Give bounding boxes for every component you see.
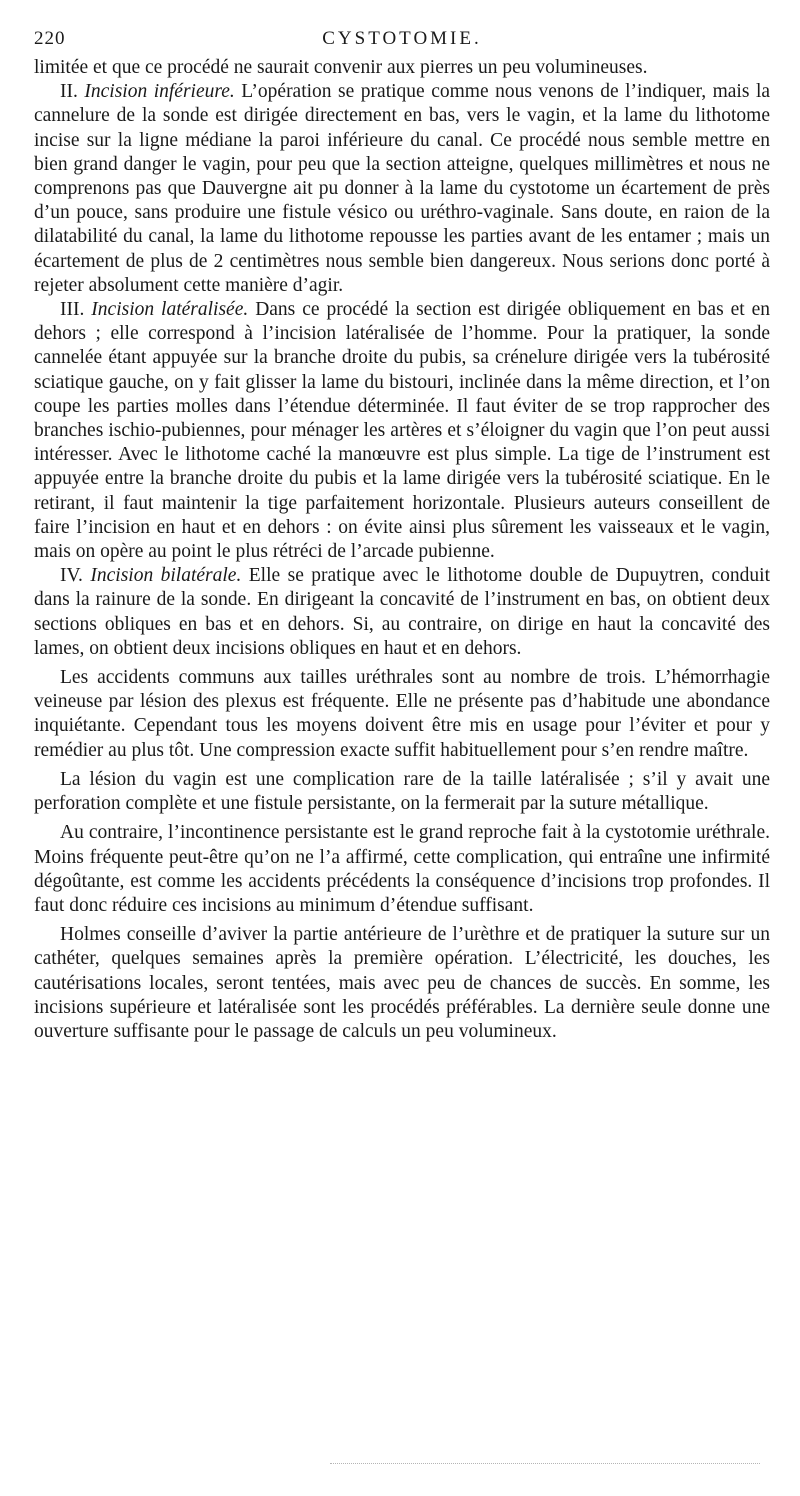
section-heading: Incision inférieure. (84, 81, 235, 103)
paragraph-lesion-vagin (34, 768, 770, 816)
section-number: IV. (60, 565, 83, 587)
paragraph-text: Les accidents communs aux tailles uréthrales sont au nombre de trois. L’hémorrhagie veineuse par lésion des plexus est fréquente. Elle ne présente pas d’habitude une abondance inquiétante. Cependant tous les moyens doivent être mis en usage pour l’éviter et pour y remédier au plus tôt. Une compression exacte suffit habituellement pour s’en rendre maître. (34, 667, 770, 761)
running-title: CYSTOTOMIE. (322, 28, 482, 49)
page-number: 220 (34, 28, 66, 49)
running-head (34, 28, 770, 56)
section-number: III. (60, 299, 85, 321)
paragraph-accidents (34, 666, 770, 763)
section-heading: Incision latéralisée. (91, 299, 249, 321)
paragraph-text: Dans ce procédé la section est dirigée obliquement en bas et en dehors ; elle correspond à l’incision latéralisée de l’homme. Pour la pratiquer, la sonde cannelée étant appuyée sur la branche droite du pubis, sa crénelure dirigée vers la tubérosité sciatique gauche, on y fait glisser la lame du bistouri, inclinée dans la même direction, et l’on coupe les parties molles dans l’étendue déterminée. Il faut éviter de se trop rapprocher des branches ischio-pubiennes, pour ménager les artères et s’éloigner du vagin que l’on peut aussi intéresser. Avec le lithotome caché la manœuvre est plus simple. La tige de l’instrument est appuyée entre la branche droite du pubis et la lame dirigée vers la tubérosité sciatique. En le retirant, il faut maintenir la tige parfaitement horizontale. Plusieurs auteurs conseillent de faire l’incision en haut et en dehors : on évite ainsi plus sûrement les vaisseaux et le vagin, mais on opère au point le plus rétréci de l’arcade pubienne. (34, 299, 771, 563)
paragraph-incision-bilaterale (34, 564, 770, 661)
footer-rule (330, 1463, 760, 1464)
paragraph-text: L’opération se pratique comme nous venons de l’indiquer, mais la cannelure de la sonde est dirigée directement en bas, vers le vagin, et la lame du lithotome incise sur la ligne médiane la paroi inférieure du canal. Ce procédé nous semble mettre en bien grand danger le vagin, pour peu que la section atteigne, quelques millimètres et nous ne comprenons pas que Dauvergne ait pu donner à la lame du cystotome un écartement de près d’un pouce, sans produire une fistule vésico ou uréthro-vaginale. Sans doute, en raion de la dilatabilité du canal, la lame du lithotome repousse les parties avant de les entamer ; mais un écartement de plus de 2 centimètres nous semble bien dangereux. Nous serions donc porté à rejeter absolument cette manière d’agir. (34, 81, 771, 296)
paragraph-incontinence (34, 821, 770, 918)
paragraph-text: Au contraire, l’incontinence persistante est le grand reproche fait à la cystotomie uréthrale. Moins fréquente peut-être qu’on ne l’a affirmé, cette complication, qui entraîne une infirmité dégoûtante, est comme les accidents précédents la conséquence d’incisions trop profondes. Il faut donc réduire ces incisions au minimum d’étendue suffisant. (34, 822, 770, 916)
paragraph-text: Elle se pratique avec le lithotome double de Dupuytren, conduit dans la rainure de la sonde. En dirigeant la concavité de l’instrument en bas, on obtient deux sections obliques en bas et en dehors. Si, au contraire, on dirige en haut la concavité des lames, on obtient deux incisions obliques en haut et en dehors. (34, 565, 770, 659)
paragraph-incision-inferieure (34, 80, 770, 298)
paragraph-text: Holmes conseille d’aviver la partie antérieure de l’urèthre et de pratiquer la suture sur un cathéter, quelques semaines après la première opération. L’électricité, les douches, les cautérisations locales, seront tentées, mais avec peu de chances de succès. En somme, les incisions supérieure et latéralisée sont les procédés préférables. La dernière seule donne une ouverture suffisante pour le passage de calculs un peu volumineux. (34, 924, 770, 1042)
paragraph-incision-lateralisee (34, 298, 770, 564)
section-number: II. (60, 81, 78, 103)
paragraph-holmes (34, 923, 770, 1044)
body-text (34, 56, 770, 1044)
paragraph-text: limitée et que ce procédé ne saurait convenir aux pierres un peu volumineuses. (34, 57, 648, 78)
section-heading: Incision bilatérale. (90, 565, 242, 587)
paragraph-continued (34, 56, 770, 80)
paragraph-text: La lésion du vagin est une complication rare de la taille latéralisée ; s’il y avait une perforation complète et une fistule persistante, on la fermerait par la suture métallique. (34, 768, 770, 815)
book-page (34, 28, 770, 1044)
